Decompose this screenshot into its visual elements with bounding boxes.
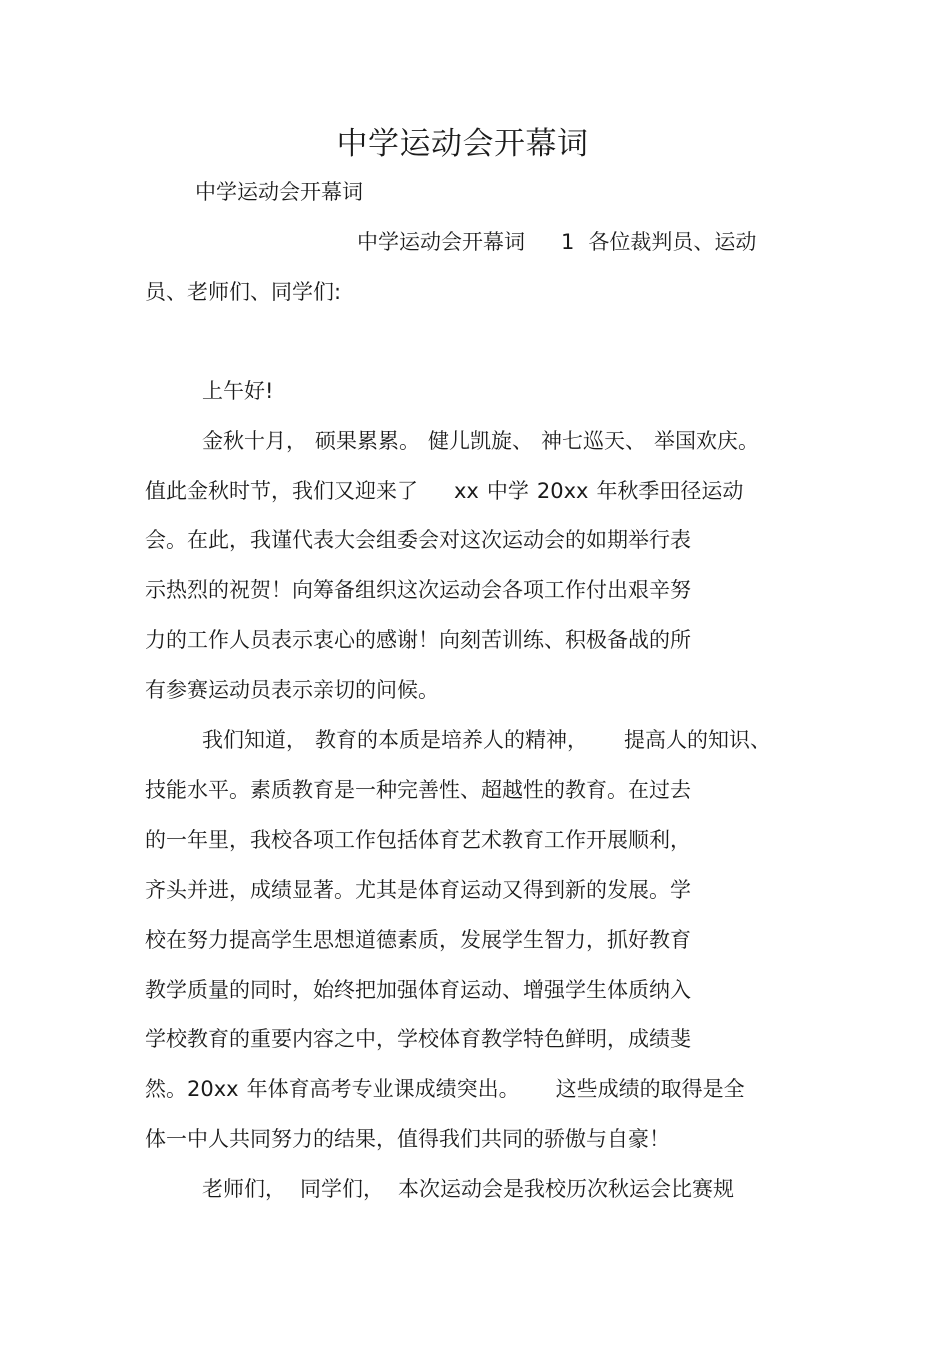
text-run: 中学 <box>486 479 529 503</box>
paragraph-2-line-9: 体一中人共同努力的结果，值得我们共同的骄傲与自豪！ <box>145 1127 670 1151</box>
intro-line-2: 员、老师们、同学们: <box>145 280 342 304</box>
paragraph-2-line-2: 技能水平。素质教育是一种完善性、超越性的教育。在过去 <box>145 778 691 802</box>
intro-text-c: 各位裁判员、运动 <box>588 230 757 254</box>
text-run: 年秋季田径运动 <box>596 479 744 503</box>
text-run: 20xx <box>536 479 589 503</box>
paragraph-2-line-8 <box>145 1074 745 1104</box>
text-run: 值此金秋时节，我们又迎来了 <box>145 479 418 503</box>
paragraph-1-line-1 <box>202 426 759 456</box>
paragraph-1-line-3: 会。在此，我谨代表大会组委会对这次运动会的如期举行表 <box>145 528 691 552</box>
intro-text-a: 中学运动会开幕词 <box>357 230 525 254</box>
text-run: 同学们， <box>300 1177 384 1201</box>
text-run: 健儿凯旋、 <box>428 429 533 453</box>
paragraph-2-line-7: 学校教育的重要内容之中，学校体育教学特色鲜明，成绩斐 <box>145 1027 691 1051</box>
text-run: 我们知道， <box>202 728 307 752</box>
text-run: 举国欢庆。 <box>654 429 759 453</box>
paragraph-2-line-3: 的一年里，我校各项工作包括体育艺术教育工作开展顺利， <box>145 828 691 852</box>
paragraph-1-line-2 <box>145 476 743 506</box>
paragraph-2-line-1 <box>202 725 771 755</box>
text-run: 然。20xx <box>145 1077 239 1101</box>
text-run: xx <box>454 479 479 503</box>
intro-text-b: 1 <box>561 230 575 254</box>
text-run: 教育的本质是培养人的精神， <box>315 728 588 752</box>
paragraph-2-line-5: 校在努力提高学生思想道德素质，发展学生智力，抓好教育 <box>145 928 691 952</box>
text-run: 本次运动会是我校历次秋运会比赛规 <box>398 1177 734 1201</box>
paragraph-1-line-5: 力的工作人员表示衷心的感谢！向刻苦训练、积极备战的所 <box>145 628 691 652</box>
document-subtitle: 中学运动会开幕词 <box>195 180 363 204</box>
text-run: 神七巡天、 <box>541 429 646 453</box>
text-run: 提高人的知识、 <box>624 728 771 752</box>
text-run: 金秋十月， <box>202 429 307 453</box>
paragraph-2-line-4: 齐头并进，成绩显著。尤其是体育运动又得到新的发展。学 <box>145 878 691 902</box>
text-run: 硕果累累。 <box>315 429 420 453</box>
text-run: 老师们， <box>202 1177 286 1201</box>
paragraph-1-line-6: 有参赛运动员表示亲切的问候。 <box>145 678 439 702</box>
paragraph-2-line-6: 教学质量的同时，始终把加强体育运动、增强学生体质纳入 <box>145 978 691 1002</box>
document-title: 中学运动会开幕词 <box>336 126 589 162</box>
text-run: 这些成绩的取得是全 <box>555 1077 745 1101</box>
paragraph-1-line-4: 示热烈的祝贺！向筹备组织这次运动会各项工作付出艰辛努 <box>145 578 691 602</box>
intro-line-1 <box>357 227 756 257</box>
text-run: 年体育高考专业课成绩突出。 <box>246 1077 520 1101</box>
paragraph-3-line-1 <box>202 1174 734 1204</box>
greeting: 上午好! <box>202 379 274 403</box>
